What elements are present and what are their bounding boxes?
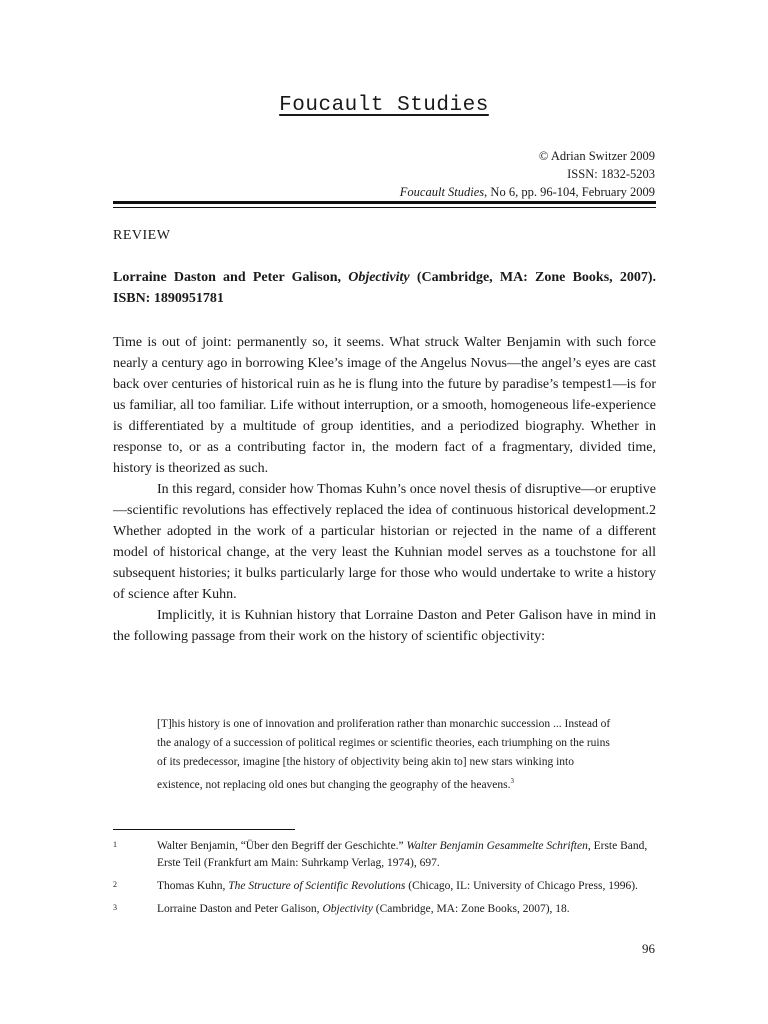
footnote-number: 1 (113, 840, 117, 849)
footnote-text-italic: Objectivity (322, 903, 373, 915)
paragraph-1: Time is out of joint: permanently so, it seems. What struck Walter Benjamin with such force nearly a century ago in borrowing Klee’s image of the Angelus Novus—the angel’s eyes are cast back over centuries of historical ruin as he is flung into the future by paradise’s tempest1—is for us familiar, all too familiar. Life without interruption, or a smooth, homogeneous life-experience is differentiated by a multitude of group identities, and a periodized biography. Whether in response to, or as a contributing factor in, the modern fact of a fragmentary, divided time, history is theorized as such. (113, 335, 656, 476)
header-rule-thin (113, 207, 656, 208)
footnote-number: 3 (113, 903, 117, 912)
journal-title-text: Foucault Studies (279, 94, 489, 117)
footnote-text-post: (Chicago, IL: University of Chicago Press, 1996). (405, 880, 638, 892)
footnote-text (157, 838, 656, 872)
footnotes (113, 838, 656, 924)
paragraph-2: In this regard, consider how Thomas Kuhn’s once novel thesis of disruptive—or eruptive—scientific revolutions has effectively replaced the idea of continuous historical development.2 Whether adopted in the work of a particular historian or rejected in the name of a different model of historical change, at the very least the Kuhnian model serves as a touchstone for all subsequent histories; it bulks particularly large for those who would undertake to write a history of science after Kuhn. (113, 482, 656, 602)
citation-line (400, 183, 655, 201)
book-title: Objectivity (348, 270, 410, 285)
footnote-1 (113, 838, 656, 872)
paragraph-3: Implicitly, it is Kuhnian history that Lorraine Daston and Peter Galison have in mind in the following passage from their work on the history of scientific objectivity: (113, 608, 656, 644)
book-authors: Lorraine Daston and Peter Galison, (113, 270, 349, 285)
footnote-text (157, 901, 656, 918)
block-quote-text: [T]his history is one of innovation and proliferation rather than monarchic succession ... Instead of the analogy of a succession of political regimes or scientific theories, each triumphing on the ruins of its predecessor, imagine [the history of objectivity being akin to] new stars winking into existence, not replacing old ones but changing the geography of the heavens. (157, 718, 611, 791)
reviewed-book-reference (113, 267, 656, 309)
citation-details: , No 6, pp. 96-104, February 2009 (484, 185, 655, 199)
footnote-number: 2 (113, 880, 117, 889)
footnote-text-post: , Erste Band, Erste Teil (Frankfurt am Main: Suhrkamp Verlag, 1974), 697. (157, 840, 648, 869)
header-rule-thick (113, 201, 656, 204)
footnote-2 (113, 878, 656, 895)
article-metadata (400, 147, 655, 201)
footnote-separator (113, 829, 295, 830)
footnote-text-italic: Walter Benjamin Gesammelte Schriften (406, 840, 588, 852)
copyright-line: © Adrian Switzer 2009 (538, 149, 655, 163)
section-label: REVIEW (113, 228, 171, 243)
footnote-3 (113, 901, 656, 918)
footnote-text (157, 878, 656, 895)
body-text (113, 332, 656, 647)
citation-journal: Foucault Studies (399, 185, 485, 199)
page-number: 96 (642, 941, 655, 956)
book-details: (Cambridge, MA: Zone Books, 2007). ISBN: 1890951781 (113, 270, 656, 306)
block-quote (157, 715, 612, 795)
footnote-text-post: (Cambridge, MA: Zone Books, 2007), 18. (372, 903, 570, 915)
issn-line: ISSN: 1832-5203 (567, 167, 655, 181)
footnote-text-pre: Lorraine Daston and Peter Galison, (157, 903, 323, 915)
block-quote-footnote-ref: 3 (510, 777, 515, 785)
journal-title (0, 94, 768, 117)
footnote-text-pre: Thomas Kuhn, (157, 880, 229, 892)
footnote-text-italic: The Structure of Scientific Revolutions (228, 880, 406, 892)
footnote-text-pre: Walter Benjamin, “Über den Begriff der Geschichte.” (157, 840, 407, 852)
